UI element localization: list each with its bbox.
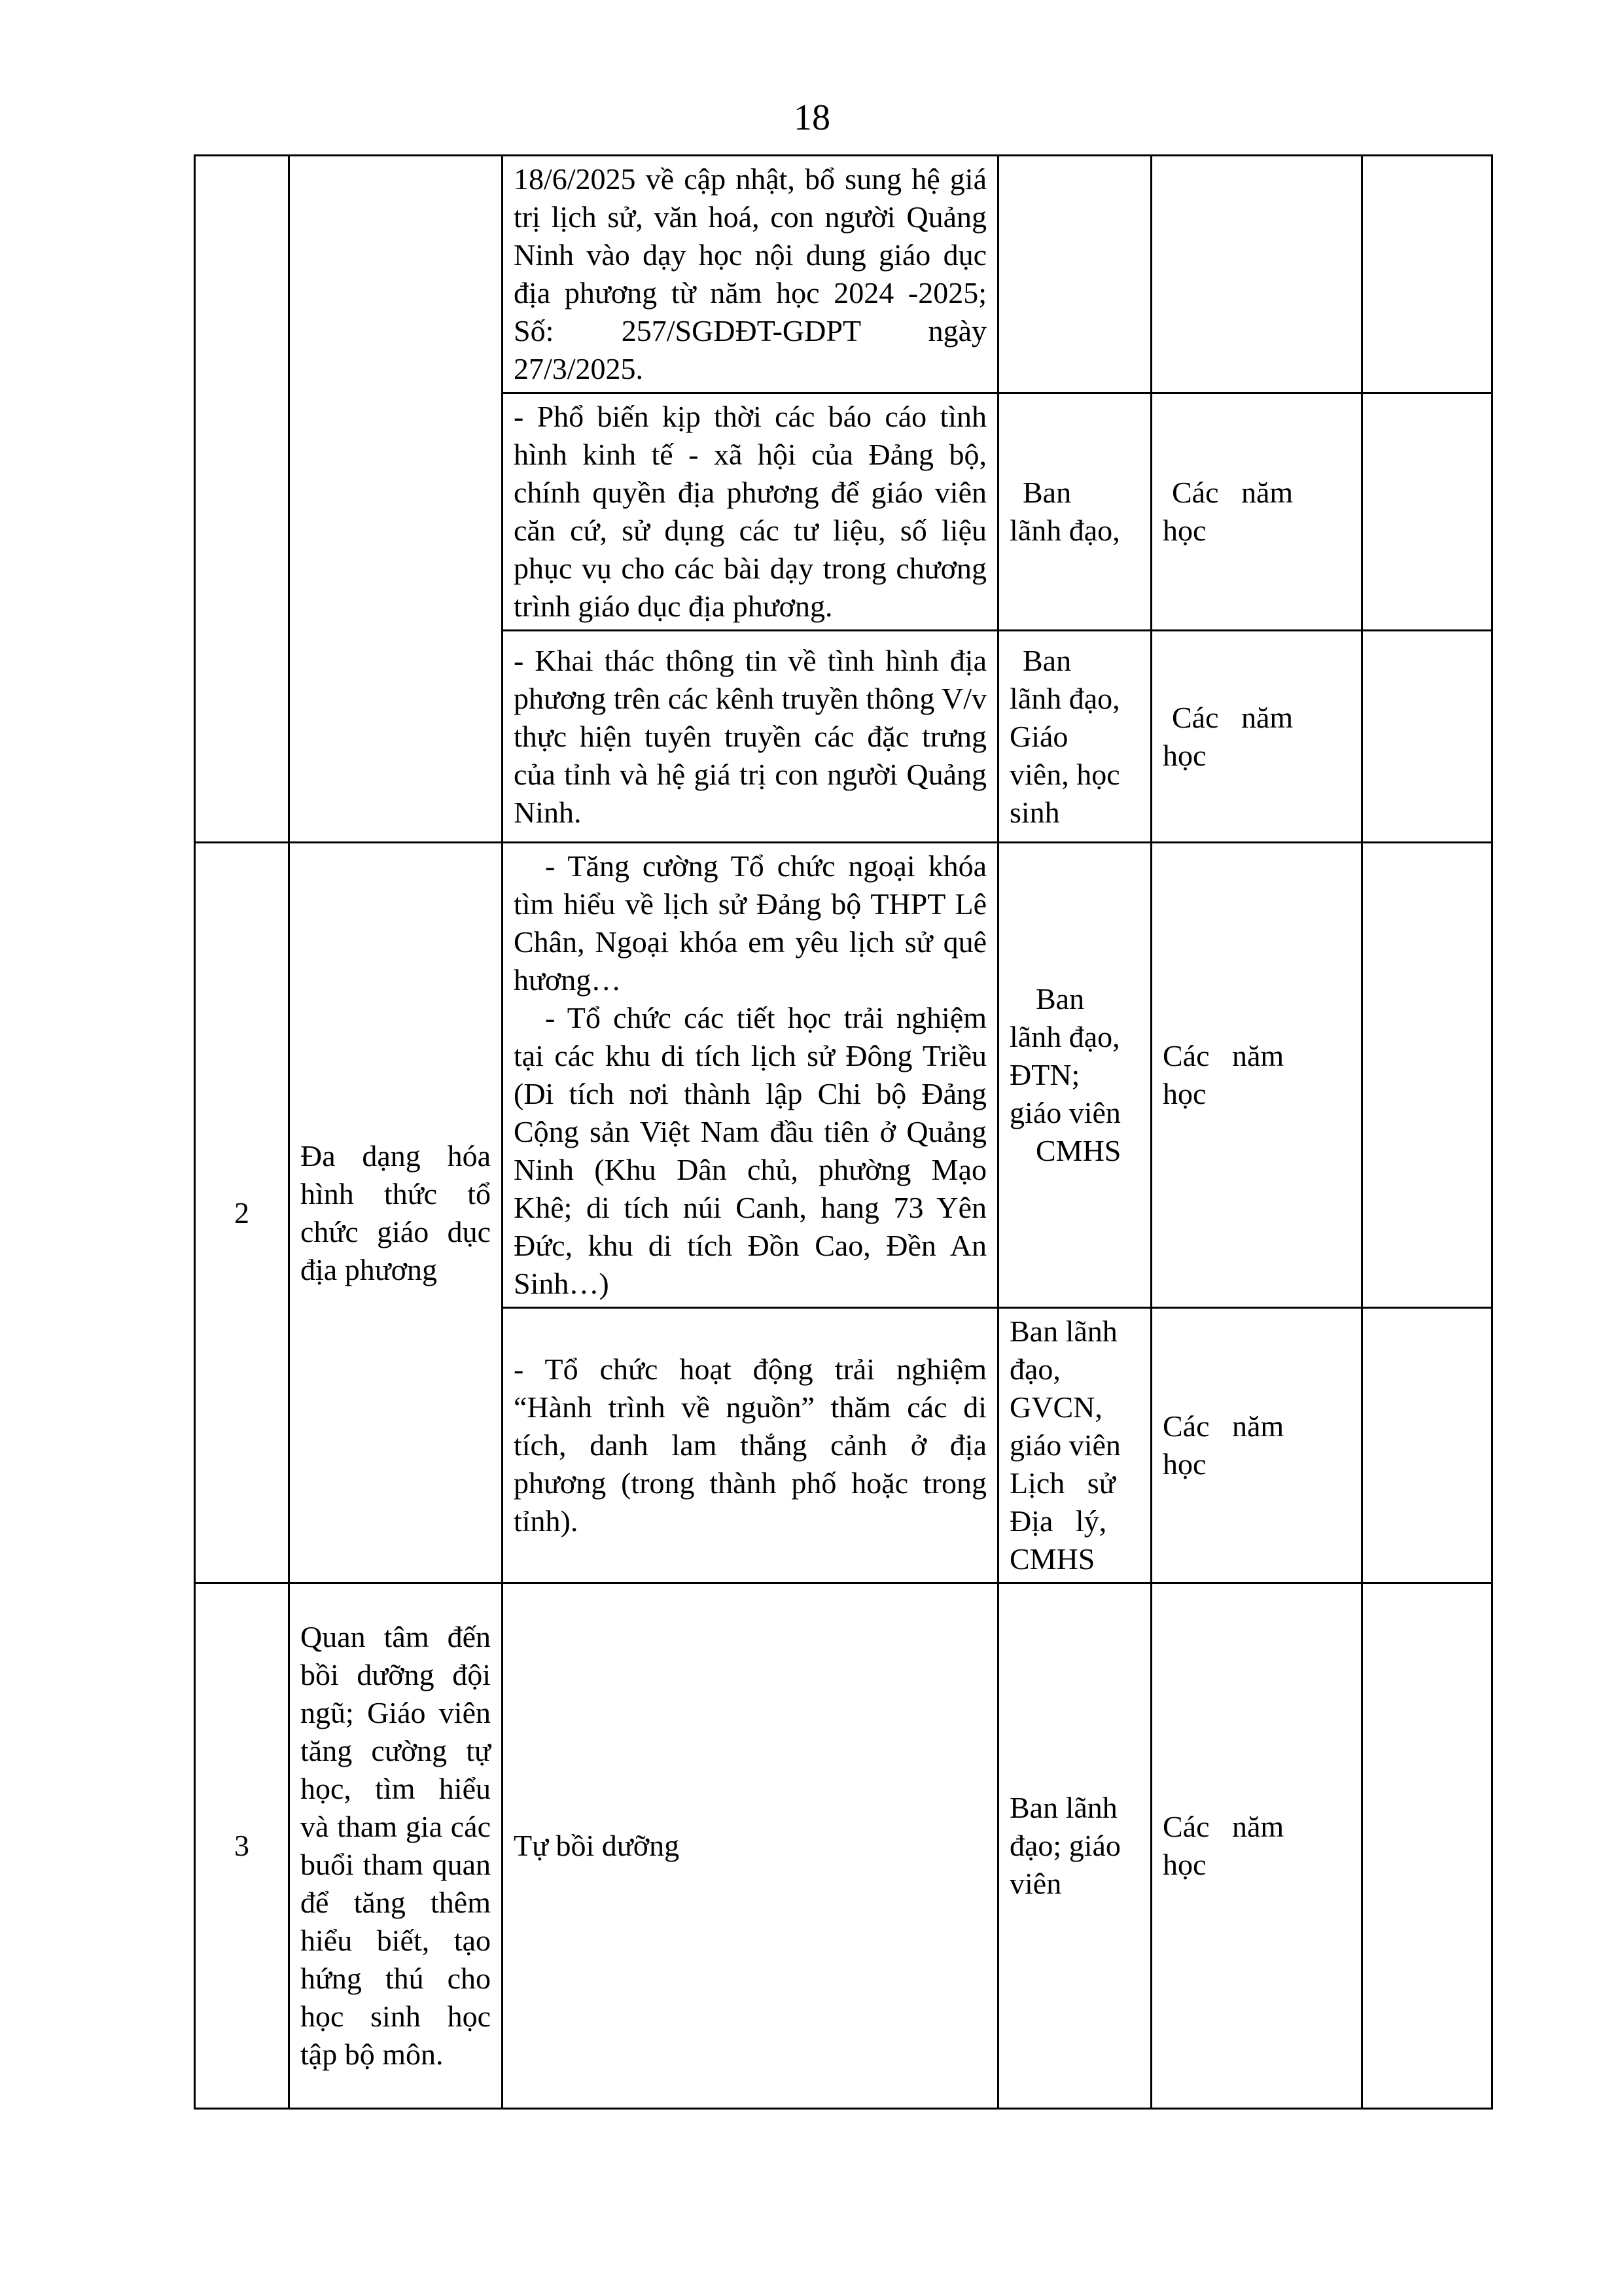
table-row xyxy=(195,1583,1492,2109)
content-text: - Tổ chức hoạt động trải nghiệm “Hành trình về nguồn” thăm các di tích, danh lam thắng cảnh ở địa phương (trong thành phố hoặc trong tỉnh). xyxy=(514,1352,987,1538)
task-text: Đa dạng hóa hình thức tổ chức giáo dục địa phương xyxy=(300,1139,491,1286)
time-text: học xyxy=(1163,1077,1207,1110)
responsible-cell xyxy=(998,843,1152,1308)
page-number: 18 xyxy=(794,97,830,138)
responsible-text: giáo viên xyxy=(1010,1096,1121,1129)
note-cell xyxy=(1362,1583,1492,2109)
content-cell xyxy=(503,1308,998,1583)
note-cell xyxy=(1362,1308,1492,1583)
responsible-text: đạo; giáo xyxy=(1010,1829,1121,1862)
item-number-cell xyxy=(195,156,289,843)
content-cell xyxy=(503,393,998,631)
time-text: Các năm xyxy=(1172,476,1294,509)
item-number-cell xyxy=(195,1583,289,2109)
time-text: học xyxy=(1163,738,1207,772)
responsible-cell xyxy=(998,1583,1152,2109)
content-text: - Khai thác thông tin về tình hình địa phương trên các kênh truyền thông V/v thực hiện tuyên truyền các đặc trưng của tỉnh và hệ giá trị con người Quảng Ninh. xyxy=(514,643,987,829)
responsible-text: Ban xyxy=(1023,643,1072,677)
content-cell xyxy=(503,1583,998,2109)
item-number-cell xyxy=(195,843,289,1583)
responsible-text: Ban xyxy=(1036,982,1085,1016)
content-cell xyxy=(503,843,998,1308)
responsible-text: CMHS xyxy=(1010,1542,1095,1576)
content-text: 18/6/2025 về cập nhật, bổ sung hệ giá trị lịch sử, văn hoá, con người Quảng Ninh vào dạy học nội dung giáo dục địa phương từ năm học 2024 -2025; Số: 257/SGDĐT-GDPT ngày 27/3/2025. xyxy=(514,162,987,385)
responsible-text: Giáo xyxy=(1010,719,1068,753)
content-cell xyxy=(503,631,998,843)
responsible-text: lãnh đạo, xyxy=(1010,1020,1120,1053)
responsible-text: Ban xyxy=(1023,476,1072,509)
content-text: - Tăng cường Tổ chức ngoại khóa tìm hiểu về lịch sử Đảng bộ THPT Lê Chân, Ngoại khóa em yêu lịch sử quê hương… xyxy=(514,849,987,997)
time-text: học xyxy=(1163,1447,1207,1481)
responsible-text: lãnh đạo, xyxy=(1010,514,1120,547)
responsible-text: Địa lý, xyxy=(1010,1504,1107,1538)
time-cell xyxy=(1152,1308,1362,1583)
time-cell xyxy=(1152,156,1362,393)
note-cell xyxy=(1362,156,1492,393)
task-cell xyxy=(289,843,503,1583)
task-cell xyxy=(289,1583,503,2109)
time-cell xyxy=(1152,631,1362,843)
time-text: Các năm xyxy=(1163,1039,1284,1072)
note-cell xyxy=(1362,393,1492,631)
responsible-text: sinh xyxy=(1010,795,1060,829)
responsible-text: CMHS xyxy=(1036,1134,1121,1167)
responsible-text: viên, học xyxy=(1010,757,1120,791)
responsible-cell xyxy=(998,156,1152,393)
item-number: 3 xyxy=(234,1829,249,1862)
implementation-plan-table xyxy=(194,154,1493,2110)
time-text: Các năm xyxy=(1163,1810,1284,1843)
time-cell xyxy=(1152,1583,1362,2109)
responsible-text: giáo viên xyxy=(1010,1428,1121,1462)
responsible-text: GVCN, xyxy=(1010,1390,1103,1424)
responsible-text: Ban lãnh xyxy=(1010,1315,1118,1348)
responsible-text: đạo, xyxy=(1010,1352,1061,1386)
time-cell xyxy=(1152,393,1362,631)
task-cell xyxy=(289,156,503,843)
content-cell xyxy=(503,156,998,393)
responsible-text: ĐTN; xyxy=(1010,1058,1080,1091)
table-row xyxy=(195,156,1492,393)
content-text: Tự bồi dưỡng xyxy=(514,1829,680,1862)
item-number: 2 xyxy=(234,1195,249,1229)
responsible-cell xyxy=(998,393,1152,631)
time-cell xyxy=(1152,843,1362,1308)
table-row xyxy=(195,843,1492,1308)
note-cell xyxy=(1362,843,1492,1308)
responsible-text: Lịch sử xyxy=(1010,1466,1116,1500)
task-text: Quan tâm đến bồi dưỡng đội ngũ; Giáo viên tăng cường tự học, tìm hiểu và tham gia các buổi tham quan để tăng thêm hiểu biết, tạo hứng thú cho học sinh học tập bộ môn. xyxy=(300,1620,491,2071)
time-text: Các năm xyxy=(1172,700,1294,734)
responsible-cell xyxy=(998,631,1152,843)
time-text: Các năm xyxy=(1163,1409,1284,1443)
content-text: - Tổ chức các tiết học trải nghiệm tại các khu di tích lịch sử Đông Triều (Di tích nơi thành lập Chi bộ Đảng Cộng sản Việt Nam đầu tiên ở Quảng Ninh (Khu Dân chủ, phường Mạo Khê; di tích núi Canh, hang 73 Yên Đức, khu di tích Đồn Cao, Đền An Sinh…) xyxy=(514,1001,987,1300)
time-text: học xyxy=(1163,514,1207,547)
responsible-cell xyxy=(998,1308,1152,1583)
responsible-text: lãnh đạo, xyxy=(1010,681,1120,715)
content-text: - Phổ biến kịp thời các báo cáo tình hình kinh tế - xã hội của Đảng bộ, chính quyền địa phương để giáo viên căn cứ, sử dụng các tư liệu, số liệu phục vụ cho các bài dạy trong chương trình giáo dục địa phương. xyxy=(514,400,987,623)
responsible-text: viên xyxy=(1010,1867,1062,1900)
note-cell xyxy=(1362,631,1492,843)
responsible-text: Ban lãnh xyxy=(1010,1791,1118,1824)
time-text: học xyxy=(1163,1848,1207,1881)
